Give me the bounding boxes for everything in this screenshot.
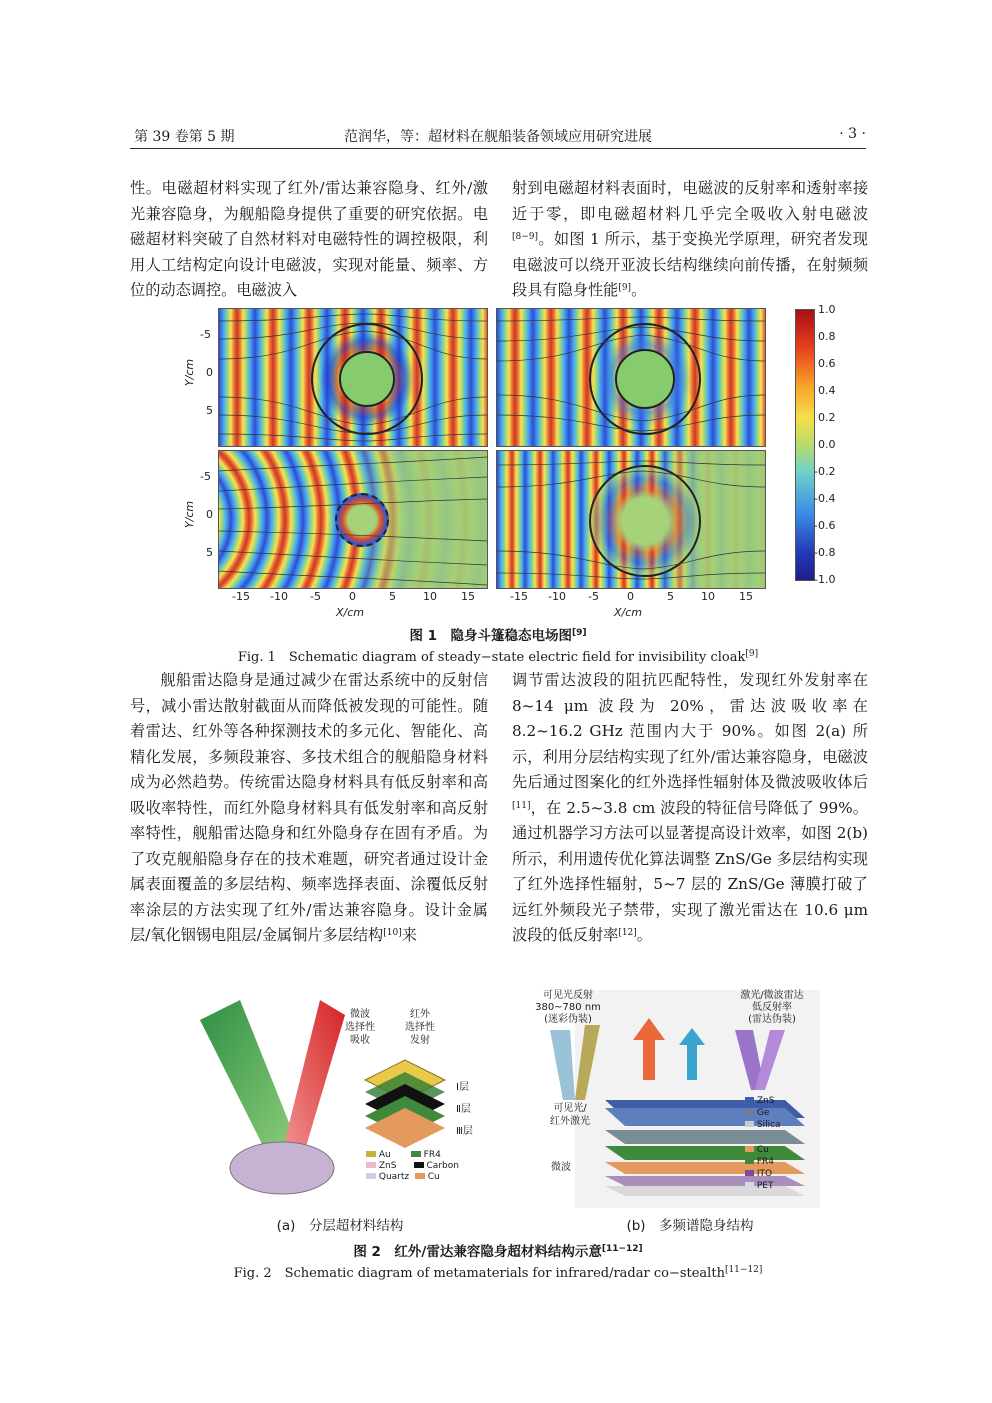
running-header bbox=[130, 126, 866, 149]
x-tick: 15 bbox=[461, 590, 475, 603]
figure-2b bbox=[515, 990, 820, 1208]
citation[interactable]: [12] bbox=[618, 928, 637, 938]
figure-2a bbox=[200, 1000, 490, 1200]
x-axis-label: X/cm bbox=[336, 606, 365, 619]
colorbar-tick: 1.0 bbox=[818, 303, 836, 316]
x-tick: -5 bbox=[310, 590, 321, 603]
microwave-absorb-label: 微波 选择性 吸收 bbox=[345, 1009, 375, 1046]
x-tick: -5 bbox=[588, 590, 599, 603]
layer-1-label: Ⅰ层 bbox=[456, 1082, 469, 1093]
laser-radar-label: 激光/微波雷达 低反射率 (雷达伪装) bbox=[740, 990, 804, 1025]
x-tick: -10 bbox=[270, 590, 288, 603]
y-tick: 5 bbox=[206, 546, 213, 559]
top-layer-legend: ZnS Ge Silica bbox=[745, 1095, 781, 1131]
citation[interactable]: [11−12] bbox=[724, 1265, 763, 1275]
figure-1-caption-en: Fig. 1 Schematic diagram of steady−state electric field for invisibility cloak[9] bbox=[237, 649, 759, 665]
left-column-top bbox=[130, 176, 488, 304]
citation[interactable]: [11] bbox=[512, 800, 531, 811]
x-tick: -15 bbox=[510, 590, 528, 603]
x-tick: 0 bbox=[349, 590, 356, 603]
left-column-middle bbox=[130, 668, 488, 949]
citation[interactable]: [9] bbox=[745, 649, 759, 659]
colorbar-tick: 0.8 bbox=[818, 330, 836, 343]
field-panel-1 bbox=[218, 308, 488, 447]
figure-2b-caption: (b) 多频谱隐身结构 bbox=[626, 1218, 754, 1234]
visible-reflect-label: 可见光反射 380~780 nm (迷彩伪装) bbox=[535, 990, 601, 1025]
y-tick: 0 bbox=[206, 366, 213, 379]
y-tick: -5 bbox=[200, 328, 211, 341]
colorbar bbox=[795, 309, 815, 581]
colorbar-tick: 0.0 bbox=[818, 438, 836, 451]
y-tick: 0 bbox=[206, 508, 213, 521]
x-tick: -10 bbox=[548, 590, 566, 603]
journal-issue: 第 39 卷第 5 期 bbox=[134, 129, 235, 145]
figure-1-caption-cn: 图 1 隐身斗篷稳态电场图[9] bbox=[409, 628, 587, 644]
material-legend: Au FR4 ZnS Carbon Quartz Cu bbox=[366, 1150, 476, 1183]
x-tick: 10 bbox=[701, 590, 715, 603]
microwave-label: 微波 bbox=[551, 1162, 571, 1173]
page-number: · 3 · bbox=[839, 126, 866, 142]
figure-1 bbox=[180, 300, 840, 620]
layer-2-label: Ⅱ层 bbox=[456, 1104, 471, 1115]
right-column-middle bbox=[512, 668, 868, 949]
colorbar-tick: -0.8 bbox=[814, 546, 836, 559]
x-tick: 15 bbox=[739, 590, 753, 603]
colorbar-tick: -0.6 bbox=[814, 519, 836, 532]
paragraph: 性。电磁超材料实现了红外/雷达兼容隐身、红外/激光兼容隐身，为舰船隐身提供了重要的研究依据。电磁超材料突破了自然材料对电磁特性的调控极限，利用人工结构定向设计电磁波，实现对能量、频率、方位的动态调控。电磁波入 bbox=[130, 179, 488, 299]
citation[interactable]: [10] bbox=[383, 928, 402, 938]
colorbar-tick: -0.4 bbox=[814, 492, 836, 505]
field-panel-3 bbox=[218, 450, 488, 589]
x-tick: 0 bbox=[627, 590, 634, 603]
y-axis-label-top: Y/cm bbox=[183, 358, 197, 387]
paragraph: 舰船雷达隐身是通过减少在雷达系统中的反射信号，减小雷达散射截面从而降低被发现的可能性。随着雷达、红外等各种探测技术的多元化、智能化、高精化发展，多频段兼容、多技术组合的舰船隐身材料成为必然趋势。传统雷达隐身材料具有低反射率和高吸收率特性，而红外隐身材料具有低发射率和高反射率特性，舰船雷达隐身和红外隐身存在固有矛盾。为了攻克舰船隐身存在的技术难题，研究者通过设计金属表面覆盖的多层结构、频率选择表面、涂覆低反射率涂层的方法实现了红外/雷达兼容隐身。设计金属层/氧化铟锡电阻层/金属铜片多层结构[10]来 bbox=[130, 671, 488, 944]
figure-2a-caption: (a) 分层超材料结构 bbox=[276, 1218, 404, 1234]
bottom-layer-legend: Cu FR4 ITO PET bbox=[745, 1144, 774, 1192]
x-axis-label: X/cm bbox=[614, 606, 643, 619]
colorbar-tick: 0.4 bbox=[818, 384, 836, 397]
vis-ir-laser-label: 可见光/ 红外激光 bbox=[550, 1103, 590, 1127]
field-panel-4 bbox=[496, 450, 766, 589]
y-tick: 5 bbox=[206, 404, 213, 417]
citation[interactable]: [8−9] bbox=[512, 232, 539, 242]
citation[interactable]: [9] bbox=[618, 283, 632, 293]
field-panel-2 bbox=[496, 308, 766, 447]
colorbar-tick: 0.2 bbox=[818, 411, 836, 424]
right-column-top bbox=[512, 176, 868, 304]
colorbar-tick: 0.6 bbox=[818, 357, 836, 370]
x-tick: 5 bbox=[667, 590, 674, 603]
paragraph: 调节雷达波段的阻抗匹配特性，发现红外发射率在 8~14 μm 波段为 20%，雷达波吸收率在 8.2~16.2 GHz 范围内大于 90%。如图 2(a) 所示，利用分层结构实现了红外/雷达兼容隐身，电磁波先后通过图案化的红外选择性辐射体及微波吸收体后[11]，在 2.5~3.8 cm 波段的特征信号降低了 99%。通过机器学习方法可以显著提高设计效率，如图 2(b) 所示，利用遗传优化算法调整 ZnS/Ge 多层结构实现了红外选择性辐射，5~7 层的 ZnS/Ge 薄膜打破了远红外频段光子禁带，实现了激光雷达在 10.6 μm 波段的低反射率[12]。 bbox=[512, 671, 868, 944]
colorbar-tick: -0.2 bbox=[814, 465, 836, 478]
x-tick: -15 bbox=[232, 590, 250, 603]
figure-2-caption-cn: 图 2 红外/雷达兼容隐身超材料结构示意[11−12] bbox=[353, 1244, 643, 1260]
paragraph: 射到电磁超材料表面时，电磁波的反射率和透射率接近于零，即电磁超材料几乎完全吸收入射电磁波[8−9]。如图 1 所示，基于变换光学原理，研究者发现电磁波可以绕开亚波长结构继续向前传播，在射频频段具有隐身性能[9]。 bbox=[512, 179, 868, 299]
y-axis-label-bottom: Y/cm bbox=[183, 500, 197, 529]
ir-emit-label: 红外 选择性 发射 bbox=[405, 1009, 435, 1046]
x-tick: 10 bbox=[423, 590, 437, 603]
layer-3-label: Ⅲ层 bbox=[456, 1126, 473, 1137]
article-title-short: 范润华，等：超材料在舰船装备领域应用研究进展 bbox=[344, 129, 652, 145]
citation[interactable]: [11−12] bbox=[601, 1244, 643, 1254]
y-tick: -5 bbox=[200, 470, 211, 483]
colorbar-tick: -1.0 bbox=[814, 573, 836, 586]
x-tick: 5 bbox=[389, 590, 396, 603]
figure-2-caption-en: Fig. 2 Schematic diagram of metamaterials for infrared/radar co−stealth[11−12] bbox=[233, 1265, 763, 1281]
citation[interactable]: [9] bbox=[572, 628, 587, 638]
